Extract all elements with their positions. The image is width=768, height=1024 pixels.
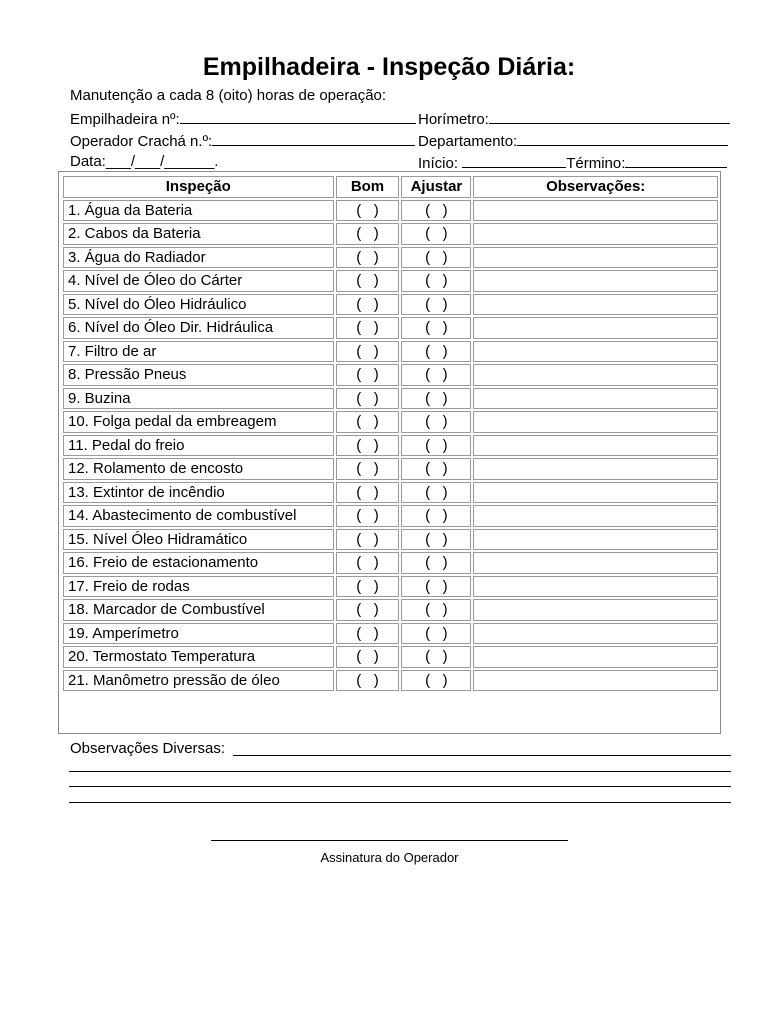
- good-checkbox[interactable]: ( ): [336, 576, 400, 598]
- good-checkbox[interactable]: ( ): [336, 458, 400, 480]
- inspection-item: 12. Rolamento de encosto: [63, 458, 334, 480]
- adjust-checkbox[interactable]: ( ): [401, 200, 471, 222]
- header-adjust: Ajustar: [401, 176, 471, 198]
- good-checkbox[interactable]: ( ): [336, 364, 400, 386]
- table-row: [63, 646, 718, 668]
- observation-cell[interactable]: [473, 364, 718, 386]
- observation-cell[interactable]: [473, 529, 718, 551]
- department-label: Departamento:: [418, 133, 518, 150]
- observation-cell[interactable]: [473, 482, 718, 504]
- observation-cell[interactable]: [473, 200, 718, 222]
- table-row: [63, 294, 718, 316]
- good-checkbox[interactable]: ( ): [336, 341, 400, 363]
- hourmeter-label: Horímetro:: [418, 111, 489, 128]
- header-inspection: Inspeção: [63, 176, 334, 198]
- hourmeter-blank[interactable]: [489, 109, 730, 124]
- inspection-item: 7. Filtro de ar: [63, 341, 334, 363]
- adjust-checkbox[interactable]: ( ): [401, 388, 471, 410]
- inspection-item: 8. Pressão Pneus: [63, 364, 334, 386]
- good-checkbox[interactable]: ( ): [336, 435, 400, 457]
- inspection-item: 18. Marcador de Combustível: [63, 599, 334, 621]
- observations-line-2[interactable]: [69, 771, 731, 772]
- table-row: [63, 270, 718, 292]
- forklift-number-label: Empilhadeira nº:: [70, 111, 180, 128]
- observation-cell[interactable]: [473, 247, 718, 269]
- inspection-item: 11. Pedal do freio: [63, 435, 334, 457]
- good-checkbox[interactable]: ( ): [336, 200, 400, 222]
- observation-cell[interactable]: [473, 670, 718, 692]
- good-checkbox[interactable]: ( ): [336, 482, 400, 504]
- observations-line-3[interactable]: [69, 786, 731, 787]
- table-row: [63, 458, 718, 480]
- inspection-item: 19. Amperímetro: [63, 623, 334, 645]
- good-checkbox[interactable]: ( ): [336, 646, 400, 668]
- observation-cell[interactable]: [473, 458, 718, 480]
- signature-label: Assinatura do Operador: [320, 850, 459, 865]
- adjust-checkbox[interactable]: ( ): [401, 458, 471, 480]
- good-checkbox[interactable]: ( ): [336, 317, 400, 339]
- adjust-checkbox[interactable]: ( ): [401, 623, 471, 645]
- adjust-checkbox[interactable]: ( ): [401, 270, 471, 292]
- inspection-item: 13. Extintor de incêndio: [63, 482, 334, 504]
- inspection-item: 16. Freio de estacionamento: [63, 552, 334, 574]
- good-checkbox[interactable]: ( ): [336, 388, 400, 410]
- adjust-checkbox[interactable]: ( ): [401, 364, 471, 386]
- adjust-checkbox[interactable]: ( ): [401, 223, 471, 245]
- adjust-checkbox[interactable]: ( ): [401, 529, 471, 551]
- observations-line-1[interactable]: [233, 755, 731, 756]
- time-fields[interactable]: [418, 153, 727, 171]
- observations-line-4[interactable]: [69, 802, 731, 803]
- start-blank[interactable]: [462, 153, 566, 168]
- observations-label: Observações Diversas:: [70, 740, 226, 757]
- observation-cell[interactable]: [473, 223, 718, 245]
- adjust-checkbox[interactable]: ( ): [401, 317, 471, 339]
- adjust-checkbox[interactable]: ( ): [401, 505, 471, 527]
- observation-cell[interactable]: [473, 646, 718, 668]
- end-label: Término:: [566, 155, 626, 172]
- good-checkbox[interactable]: ( ): [336, 411, 400, 433]
- operator-blank[interactable]: [212, 131, 415, 146]
- adjust-checkbox[interactable]: ( ): [401, 411, 471, 433]
- inspection-item: 20. Termostato Temperatura: [63, 646, 334, 668]
- inspection-item: 2. Cabos da Bateria: [63, 223, 334, 245]
- observation-cell[interactable]: [473, 317, 718, 339]
- adjust-checkbox[interactable]: ( ): [401, 576, 471, 598]
- good-checkbox[interactable]: ( ): [336, 552, 400, 574]
- table-row: [63, 482, 718, 504]
- good-checkbox[interactable]: ( ): [336, 270, 400, 292]
- inspection-item: 10. Folga pedal da embreagem: [63, 411, 334, 433]
- department-blank[interactable]: [517, 131, 728, 146]
- table-row: [63, 623, 718, 645]
- header-good: Bom: [336, 176, 400, 198]
- observation-cell[interactable]: [473, 270, 718, 292]
- table-row: [63, 529, 718, 551]
- inspection-item: 4. Nível de Óleo do Cárter: [63, 270, 334, 292]
- good-checkbox[interactable]: ( ): [336, 223, 400, 245]
- observation-cell[interactable]: [473, 505, 718, 527]
- observation-cell[interactable]: [473, 623, 718, 645]
- table-row: [63, 670, 718, 692]
- inspection-item: 6. Nível do Óleo Dir. Hidráulica: [63, 317, 334, 339]
- table-row: [63, 505, 718, 527]
- page-title: Empilhadeira - Inspeção Diária:: [202, 53, 576, 81]
- table-row: [63, 341, 718, 363]
- inspection-item: 17. Freio de rodas: [63, 576, 334, 598]
- table-row: [63, 200, 718, 222]
- observation-cell[interactable]: [473, 341, 718, 363]
- signature-line[interactable]: [211, 840, 568, 841]
- table-row: [63, 576, 718, 598]
- adjust-checkbox[interactable]: ( ): [401, 482, 471, 504]
- adjust-checkbox[interactable]: ( ): [401, 247, 471, 269]
- good-checkbox[interactable]: ( ): [336, 670, 400, 692]
- hourmeter-field[interactable]: [418, 109, 730, 127]
- good-checkbox[interactable]: ( ): [336, 247, 400, 269]
- inspection-item: 3. Água do Radiador: [63, 247, 334, 269]
- good-checkbox[interactable]: ( ): [336, 529, 400, 551]
- observation-cell[interactable]: [473, 435, 718, 457]
- date-field[interactable]: Data:___/___/______.: [70, 153, 219, 170]
- inspection-item: 1. Água da Bateria: [63, 200, 334, 222]
- table-row: [63, 435, 718, 457]
- inspection-item: 5. Nível do Óleo Hidráulico: [63, 294, 334, 316]
- observation-cell[interactable]: [473, 576, 718, 598]
- operator-label: Operador Crachá n.º:: [70, 133, 213, 150]
- end-blank[interactable]: [625, 153, 727, 168]
- observation-cell[interactable]: [473, 388, 718, 410]
- observation-cell[interactable]: [473, 552, 718, 574]
- table-row: [63, 247, 718, 269]
- table-row: [63, 599, 718, 621]
- inspection-item: 9. Buzina: [63, 388, 334, 410]
- inspection-item: 15. Nível Óleo Hidramático: [63, 529, 334, 551]
- good-checkbox[interactable]: ( ): [336, 623, 400, 645]
- good-checkbox[interactable]: ( ): [336, 599, 400, 621]
- table-row: [63, 411, 718, 433]
- table-row: [63, 317, 718, 339]
- start-label: Início:: [418, 155, 459, 172]
- forklift-number-blank[interactable]: [180, 109, 416, 124]
- department-field[interactable]: [418, 131, 728, 149]
- adjust-checkbox[interactable]: ( ): [401, 341, 471, 363]
- observation-cell[interactable]: [473, 294, 718, 316]
- adjust-checkbox[interactable]: ( ): [401, 599, 471, 621]
- observation-cell[interactable]: [473, 599, 718, 621]
- table-row: [63, 364, 718, 386]
- adjust-checkbox[interactable]: ( ): [401, 646, 471, 668]
- inspection-item: 21. Manômetro pressão de óleo: [63, 670, 334, 692]
- header-observations: Observações:: [473, 176, 718, 198]
- operator-field[interactable]: [70, 131, 415, 149]
- table-header-row: [63, 176, 718, 198]
- inspection-table-frame: [58, 171, 721, 734]
- maintenance-note: Manutenção a cada 8 (oito) horas de operação:: [70, 87, 387, 104]
- table-row: [63, 552, 718, 574]
- adjust-checkbox[interactable]: ( ): [401, 294, 471, 316]
- table-row: [63, 388, 718, 410]
- inspection-table: [61, 174, 720, 693]
- adjust-checkbox[interactable]: ( ): [401, 670, 471, 692]
- table-row: [63, 223, 718, 245]
- observation-cell[interactable]: [473, 411, 718, 433]
- good-checkbox[interactable]: ( ): [336, 294, 400, 316]
- forklift-number-field[interactable]: [70, 109, 416, 127]
- good-checkbox[interactable]: ( ): [336, 505, 400, 527]
- adjust-checkbox[interactable]: ( ): [401, 552, 471, 574]
- inspection-item: 14. Abastecimento de combustível: [63, 505, 334, 527]
- adjust-checkbox[interactable]: ( ): [401, 435, 471, 457]
